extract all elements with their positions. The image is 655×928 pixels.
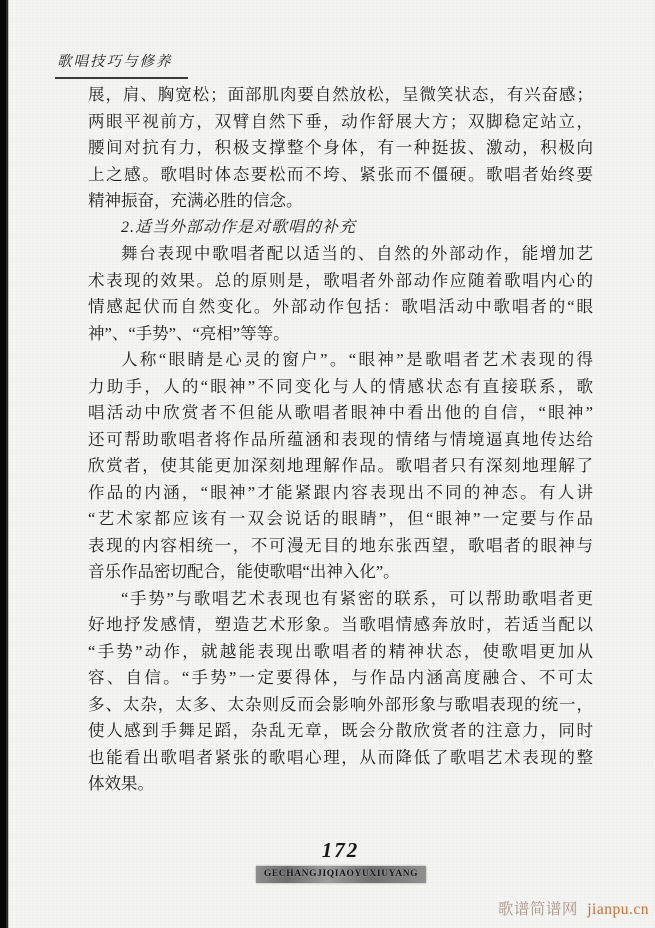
- watermark: [498, 897, 649, 919]
- text-line: 展，肩、胸宽松；面部肌肉要自然放松，呈微笑状态，有兴奋感；: [88, 85, 593, 104]
- scan-edge-strip: [0, 0, 9, 928]
- text-line: 音乐作品密切配合，能使歌唱“出神入化”。: [88, 562, 400, 581]
- watermark-site-name: 歌谱简谱网: [497, 901, 578, 918]
- text-line: 人称“眼睛是心灵的窗户”。“眼神”是歌唱者艺术表现的得: [121, 350, 593, 369]
- text-line: 唱活动中欣赏者不但能从歌唱者眼神中看出他的自信，“眼神”: [88, 403, 593, 422]
- text-line: 精神振奋，充满必胜的信念。: [88, 191, 303, 210]
- text-line: 表现的内容相统一，不可漫无目的地东张西望，歌唱者的眼神与: [88, 535, 593, 555]
- header-underline: [55, 77, 188, 79]
- section-heading: 2.适当外部动作是对歌唱的补充: [121, 218, 357, 236]
- text-line: “艺术家都应该有一双会说话的眼睛”，但“眼神”一定要与作品: [88, 509, 593, 528]
- text-line: 神”、“手势”、“亮相”等等。: [88, 323, 290, 343]
- footer-banner: GECHANGJIQIAOYUXIUYANG: [256, 866, 426, 883]
- text-line: 上之感。歌唱时体态要松而不垮、紧张而不僵硬。歌唱者始终要: [88, 164, 593, 184]
- text-line: 容、自信。“手势”一定要得体，与作品内涵高度融合、不可太: [88, 668, 593, 687]
- text-line: 力助手，人的“眼神”不同变化与人的情感状态有直接联系，歌: [88, 376, 593, 396]
- text-line: 腰间对抗有力，积极支撑整个身体，有一种挺拔、激动，积极向: [88, 138, 593, 157]
- text-line: “手势”动作，就越能表现出歌唱者的精神状态，使歌唱更加从: [88, 641, 593, 661]
- text-line: 情感起伏而自然变化。外部动作包括：歌唱活动中歌唱者的“眼: [88, 297, 593, 316]
- text-line: 好地抒发感情，塑造艺术形象。当歌唱情感奔放时，若适当配以: [88, 615, 593, 634]
- text-line: 欣赏者，使其能更加深刻地理解作品。歌唱者只有深刻地理解了: [88, 456, 593, 475]
- text-line: 术表现的效果。总的原则是，歌唱者外部动作应随着歌唱内心的: [88, 270, 593, 290]
- running-header-title: 歌唱技巧与修养: [57, 54, 173, 70]
- text-line: 体效果。: [88, 774, 154, 793]
- watermark-site-url: jianpu.cn: [587, 901, 649, 918]
- text-line: 舞台表现中歌唱者配以适当的、自然的外部动作，能增加艺: [121, 244, 593, 263]
- page-number: 172: [321, 838, 360, 862]
- text-line: 也能看出歌唱者紧张的歌唱心理，从而降低了歌唱艺术表现的整: [88, 747, 593, 767]
- text-line: 两眼平视前方，双臂自然下垂，动作舒展大方；双脚稳定站立，: [88, 111, 593, 131]
- text-line: 作品的内涵，“眼神”才能紧跟内容表现出不同的神态。有人讲: [88, 482, 593, 502]
- text-line: 使人感到手舞足蹈，杂乱无章，既会分散欣赏者的注意力，同时: [88, 721, 593, 740]
- text-line: 多、太杂，太多、太杂则反而会影响外部形象与歌唱表现的统一，: [88, 694, 593, 714]
- text-block: [88, 82, 593, 798]
- text-line: 还可帮助歌唱者将作品所蕴涵和表现的情绪与情境逼真地传达给: [88, 429, 593, 449]
- text-line: “手势”与歌唱艺术表现也有紧密的联系，可以帮助歌唱者更: [121, 588, 593, 608]
